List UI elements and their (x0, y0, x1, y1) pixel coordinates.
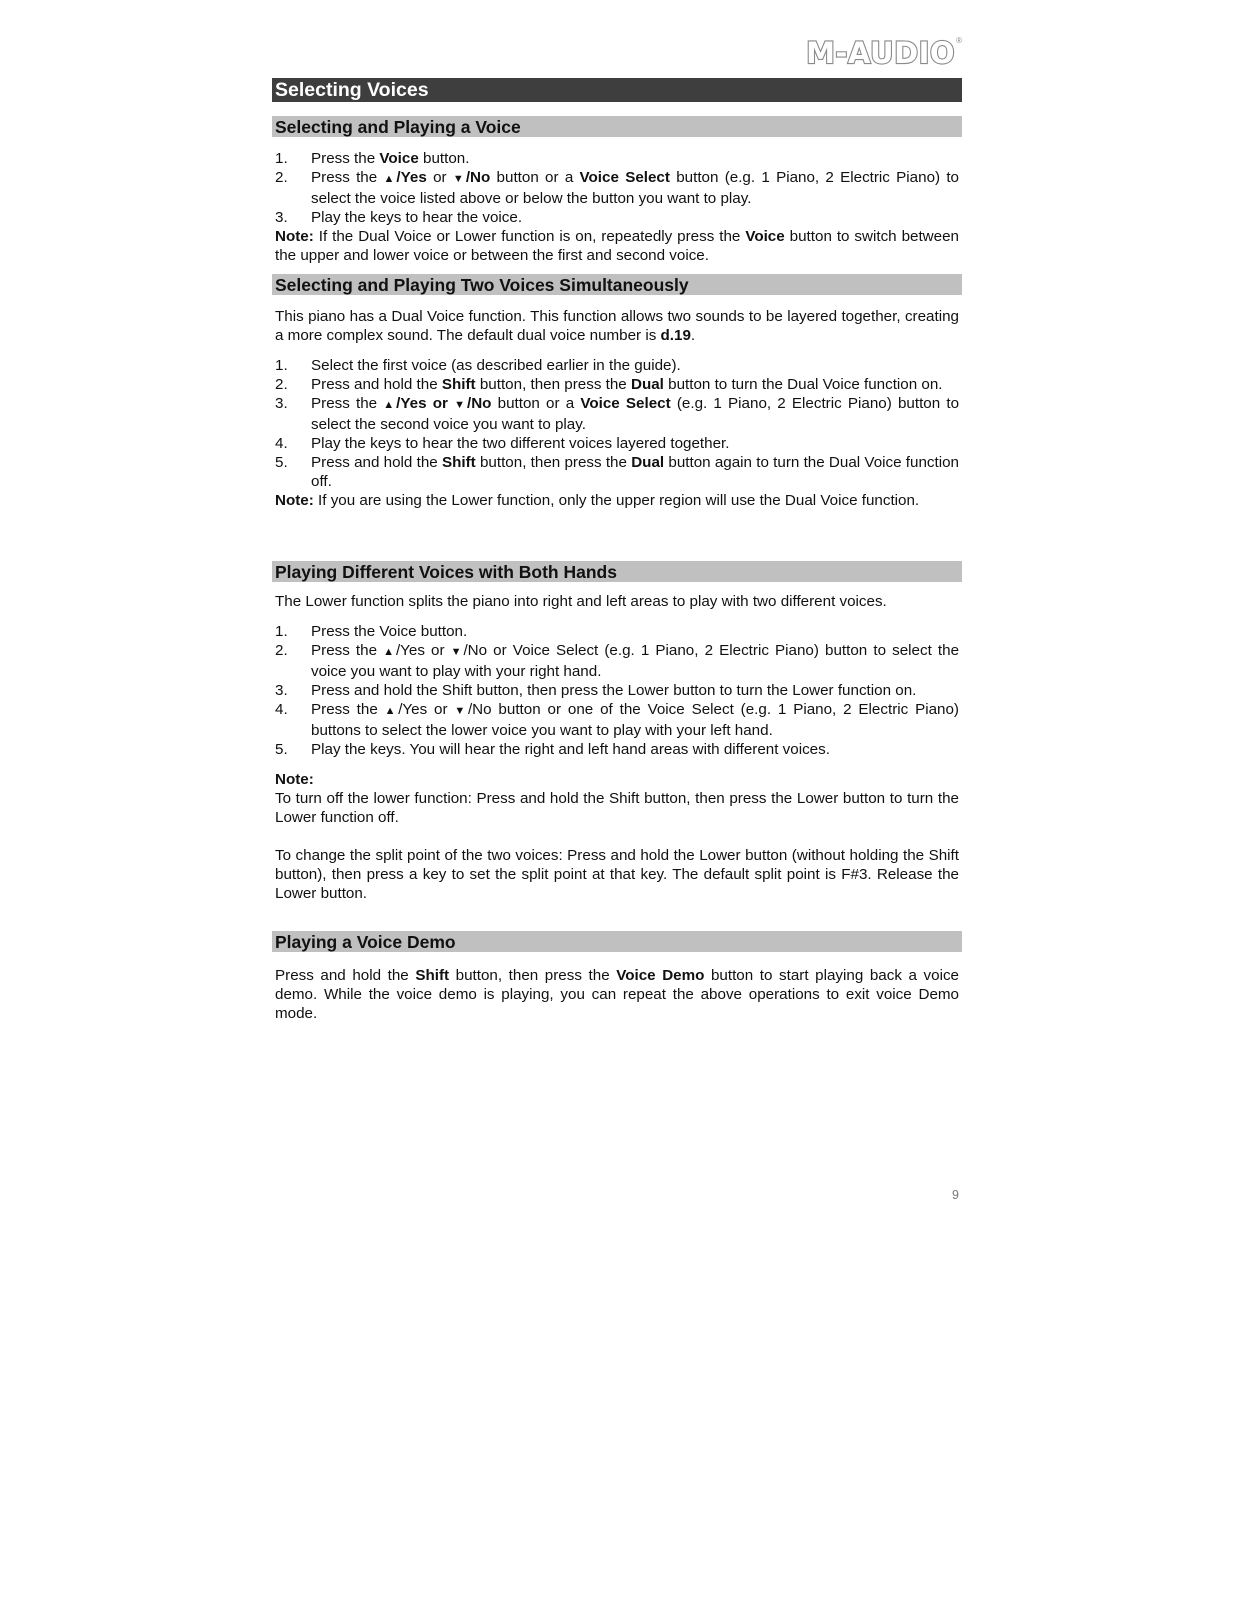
list-item (275, 356, 959, 375)
list-item (275, 168, 959, 208)
step-number: 3. (275, 209, 288, 226)
note-paragraph-split-point: To change the split point of the two voices: Press and hold the Lower button (without holding the Shift button), then press a key to set the split point at that key. The default split point is F#3. Release the Lower button. (275, 847, 959, 902)
step-text: Press the ▲/Yes or ▼/No button or one of the Voice Select (e.g. 1 Piano, 2 Electric Piano) buttons to select the lower voice you want to play with your left hand. (311, 701, 959, 739)
step-number: 3. (275, 682, 288, 699)
list-item (275, 208, 959, 227)
step-number: 4. (275, 435, 288, 452)
step-number: 4. (275, 701, 288, 718)
step-text: Press and hold the Shift button, then press the Lower button to turn the Lower function on. (311, 682, 917, 699)
section-body-voice-demo (275, 966, 959, 1023)
list-item (275, 641, 959, 681)
section-heading-selecting-voice: Selecting and Playing a Voice (272, 116, 962, 137)
section-body-two-voices (275, 307, 959, 510)
step-text: Press the Voice button. (311, 150, 470, 167)
intro-paragraph: This piano has a Dual Voice function. This function allows two sounds to be layered together, creating a more complex sound. The default dual voice number is d.19. (275, 308, 959, 344)
step-number: 5. (275, 454, 288, 471)
step-number: 1. (275, 150, 288, 167)
note-paragraph: Note: If you are using the Lower function, only the upper region will use the Dual Voice function. (275, 492, 920, 509)
step-text: Press and hold the Shift button, then press the Dual button to turn the Dual Voice function on. (311, 376, 943, 393)
demo-paragraph: Press and hold the Shift button, then press the Voice Demo button to start playing back a voice demo. While the voice demo is playing, you can repeat the above operations to exit voice Demo mode. (275, 967, 959, 1022)
list-item (275, 681, 959, 700)
step-text: Press the Voice button. (311, 623, 468, 640)
page-number: 9 (952, 1188, 959, 1202)
steps-list (275, 356, 959, 491)
step-number: 3. (275, 395, 288, 412)
note-paragraph-lower-off: To turn off the lower function: Press and hold the Shift button, then press the Lower button to turn the Lower function off. (275, 790, 959, 826)
list-item (275, 149, 959, 168)
section-heading-two-voices: Selecting and Playing Two Voices Simultaneously (272, 274, 962, 295)
step-text: Press and hold the Shift button, then press the Dual button again to turn the Dual Voice function off. (311, 454, 959, 490)
note-paragraph: Note: If the Dual Voice or Lower function is on, repeatedly press the Voice button to switch between the upper and lower voice or between the first and second voice. (275, 228, 959, 264)
list-item (275, 394, 959, 434)
list-item (275, 740, 959, 759)
page-title: Selecting Voices (272, 78, 962, 102)
section-heading-both-hands: Playing Different Voices with Both Hands (272, 561, 962, 582)
step-text: Press the ▲/Yes or ▼/No or Voice Select (e.g. 1 Piano, 2 Electric Piano) button to select the voice you want to play with your right hand. (311, 642, 960, 680)
step-number: 5. (275, 741, 288, 758)
list-item (275, 700, 959, 740)
step-text: Press the ▲/Yes or ▼/No button or a Voice Select (e.g. 1 Piano, 2 Electric Piano) button to select the second voice you want to play. (311, 395, 960, 433)
section-body-selecting-voice (275, 149, 959, 265)
section-body-both-hands (275, 592, 959, 903)
step-number: 1. (275, 357, 288, 374)
list-item (275, 375, 959, 394)
step-text: Play the keys. You will hear the right and left hand areas with different voices. (311, 741, 830, 758)
list-item (275, 434, 959, 453)
step-number: 2. (275, 376, 288, 393)
list-item (275, 453, 959, 491)
step-number: 2. (275, 169, 288, 186)
logo-text: M-AUDIO (806, 36, 956, 70)
step-number: 2. (275, 642, 288, 659)
note-label: Note: (275, 771, 314, 788)
section-heading-voice-demo: Playing a Voice Demo (272, 931, 962, 952)
steps-list (275, 149, 959, 227)
step-text: Play the keys to hear the voice. (311, 209, 523, 226)
intro-paragraph: The Lower function splits the piano into right and left areas to play with two different voices. (275, 593, 887, 610)
step-text: Press the ▲/Yes or ▼/No button or a Voice Select button (e.g. 1 Piano, 2 Electric Piano) to select the voice listed above or below the button you want to play. (311, 169, 960, 207)
list-item (275, 622, 959, 641)
step-number: 1. (275, 623, 288, 640)
registered-mark: ® (956, 36, 962, 45)
step-text: Play the keys to hear the two different voices layered together. (311, 435, 730, 452)
step-text: Select the first voice (as described earlier in the guide). (311, 357, 681, 374)
m-audio-logo (806, 36, 962, 70)
steps-list (275, 622, 959, 759)
